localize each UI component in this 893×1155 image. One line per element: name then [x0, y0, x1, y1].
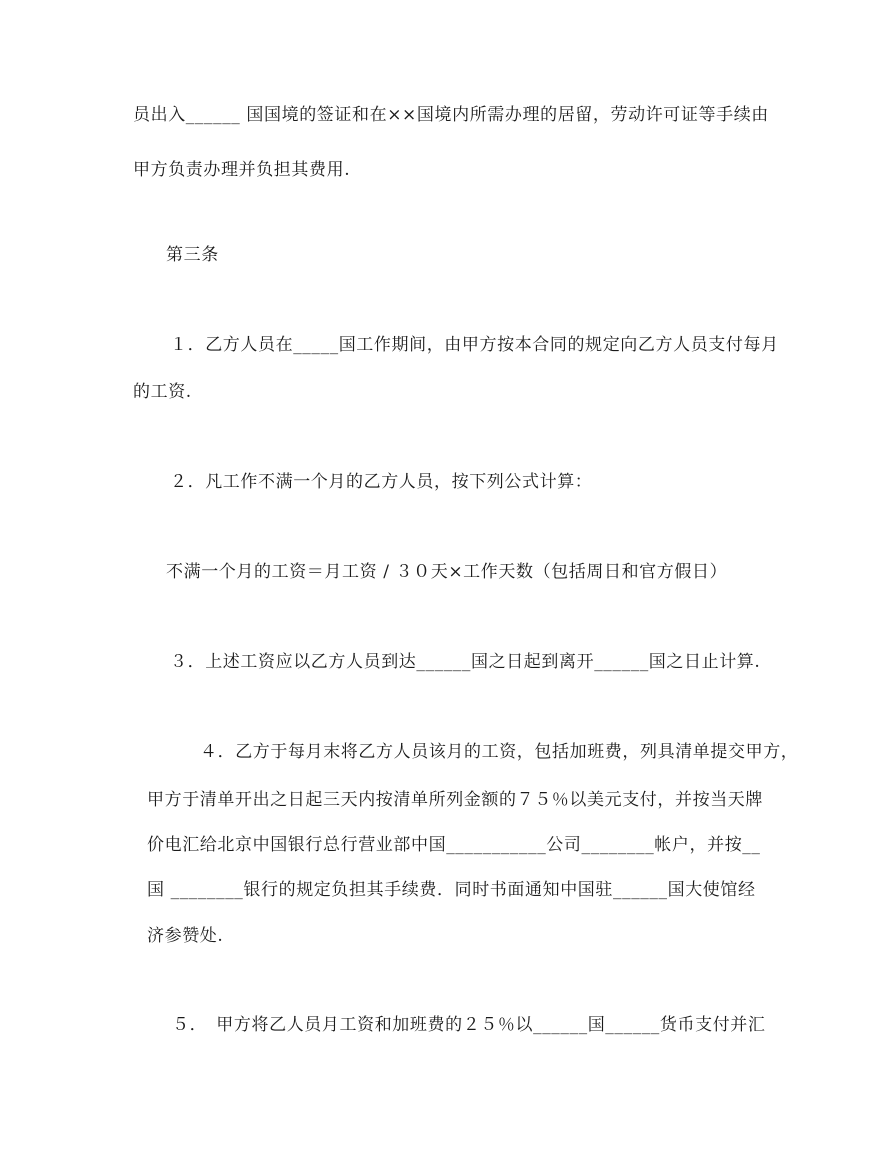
paragraph-line: 员出入______ 国国境的签证和在××国境内所需办理的居留，劳动许可证等手续由 [133, 105, 769, 125]
article-heading: 第三条 [166, 245, 219, 265]
clause-4-line: 甲方于清单开出之日起三天内按清单所列金额的７５％以美元支付，并按当天牌 [147, 790, 763, 810]
clause-4-line: 济参赞处. [147, 926, 224, 946]
clause-5-line: ５． 甲方将乙人员月工资和加班费的２５％以______国______货币支付并汇 [172, 1015, 766, 1035]
clause-2-line: ２．凡工作不满一个月的乙方人员，按下列公式计算： [170, 472, 593, 492]
paragraph-line: 甲方负责办理并负担其费用. [133, 160, 351, 180]
clause-4-line: 价电汇给北京中国银行总行营业部中国___________公司________帐户，并按__ [147, 835, 761, 855]
clause-1-line: 的工资. [133, 382, 192, 402]
clause-4-line: 国 ________银行的规定负担其手续费．同时书面通知中国驻______国大使馆经 [147, 880, 756, 900]
salary-formula: 不满一个月的工资＝月工资 / ３０天×工作天数（包括周日和官方假日） [166, 562, 728, 582]
clause-4-line: ４．乙方于每月末将乙方人员该月的工资，包括加班费，列具清单提交甲方， [200, 742, 799, 762]
clause-3-line: ３．上述工资应以乙方人员到达______国之日起到离开______国之日止计算. [170, 652, 761, 672]
clause-1-line: １．乙方人员在_____国工作期间，由甲方按本合同的规定向乙方人员支付每月 [170, 335, 779, 355]
